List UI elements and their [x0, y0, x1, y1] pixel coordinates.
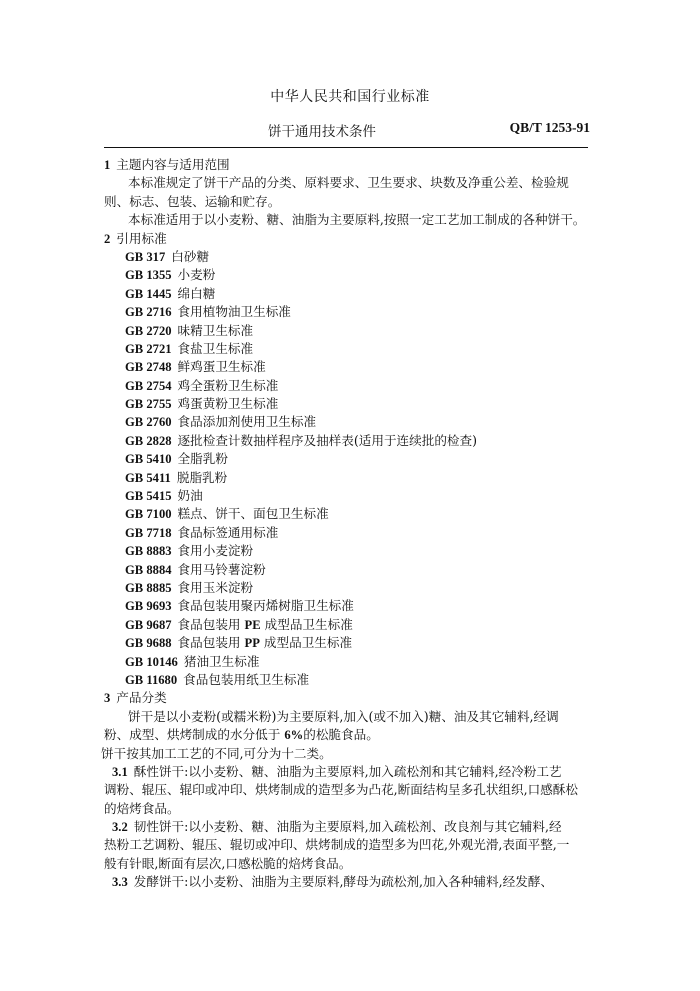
reference-code: GB 8883 — [125, 544, 172, 559]
reference-item — [104, 285, 592, 303]
reference-item — [104, 450, 592, 468]
standard-category-title: 中华人民共和国行业标准 — [270, 89, 430, 105]
reference-name: 食品包装用聚丙烯树脂卫生标准 — [177, 598, 354, 614]
reference-code: GB 5415 — [125, 489, 172, 504]
reference-code: GB 2754 — [125, 378, 172, 393]
reference-material: PE — [244, 617, 261, 632]
reference-name: 全脂乳粉 — [177, 451, 228, 467]
reference-code: GB 317 — [125, 249, 166, 264]
reference-name: 鸡蛋黄粉卫生标准 — [177, 396, 279, 412]
reference-item — [104, 524, 592, 542]
document-title: 饼干通用技术条件 — [268, 124, 376, 140]
reference-code: GB 2720 — [125, 323, 172, 338]
document-body — [101, 156, 592, 892]
reference-name: 成型品卫生标准 — [260, 616, 353, 632]
reference-code: GB 10146 — [125, 654, 178, 669]
reference-item — [104, 505, 592, 523]
reference-name: 鸡全蛋粉卫生标准 — [177, 377, 279, 393]
paragraph-line: 调粉、辊压、辊印或冲印、烘烤制成的造型多为凸花,断面结构呈多孔状组织,口感酥松 — [104, 782, 578, 798]
subsection-number: 3.1 — [112, 764, 128, 779]
reference-name: 食品添加剂使用卫生标准 — [177, 414, 317, 430]
reference-name: 脱脂乳粉 — [176, 469, 228, 485]
reference-name: 食用玉米淀粉 — [177, 579, 254, 595]
reference-item — [104, 377, 592, 395]
reference-name: 逐批检查计数抽样程序及抽样表(适用于连续批的检查) — [177, 432, 478, 448]
reference-name: 食用小麦淀粉 — [177, 543, 254, 559]
reference-item — [104, 561, 592, 579]
paragraph-line: 饼干是以小麦粉(或糯米粉)为主要原料,加入(或不加入)糖、油及其它辅料,经调 — [128, 708, 559, 724]
reference-code: GB 8884 — [125, 562, 172, 577]
reference-code: GB 1355 — [125, 268, 172, 283]
reference-name: 奶油 — [177, 488, 203, 504]
reference-name: 小麦粉 — [177, 267, 216, 283]
reference-item — [104, 266, 592, 284]
reference-code: GB 2755 — [125, 397, 172, 412]
section-title: 主题内容与适用范围 — [116, 157, 230, 172]
reference-name: 食品包装用纸卫生标准 — [183, 671, 310, 687]
reference-code: GB 2716 — [125, 305, 172, 320]
reference-item — [104, 653, 592, 671]
reference-name: 食用植物油卫生标准 — [177, 304, 291, 320]
subsection-number: 3.3 — [112, 875, 128, 890]
subsection-3-3 — [104, 873, 592, 891]
section-number: 3 — [104, 691, 111, 706]
paragraph-line: 饼干按其加工工艺的不同,可分为十二类。 — [101, 745, 332, 761]
paragraph-line: 本标准规定了饼干产品的分类、原料要求、卫生要求、块数及净重公差、检验规 — [128, 175, 569, 191]
subsection-3-2 — [104, 818, 592, 836]
reference-code: GB 5410 — [125, 452, 172, 467]
paragraph-text: 的松脆食品。 — [303, 727, 379, 743]
reference-item — [104, 248, 592, 266]
reference-code: GB 9687 — [125, 617, 172, 632]
reference-item — [104, 542, 592, 560]
reference-item — [104, 413, 592, 431]
paragraph-line — [104, 726, 592, 744]
paragraph-line: 本标准适用于以小麦粉、糖、油脂为主要原料,按照一定工艺加工制成的各种饼干。 — [128, 212, 586, 228]
reference-name: 味精卫生标准 — [177, 322, 254, 338]
reference-item — [104, 487, 592, 505]
reference-name: 食品包装用 — [177, 616, 245, 632]
header-divider — [104, 147, 588, 148]
reference-item — [104, 395, 592, 413]
reference-code: GB 8885 — [125, 580, 172, 595]
paragraph-line: 热粉工艺调粉、辊压、辊切或冲印、烘烤制成的造型多为凹花,外观光滑,表面平整,一 — [104, 837, 570, 853]
reference-material: PP — [244, 636, 260, 651]
reference-name: 成型品卫生标准 — [259, 635, 353, 651]
paragraph-line: 般有针眼,断面有层次,口感松脆的焙烤食品。 — [104, 855, 352, 871]
section-1-heading — [104, 156, 592, 174]
reference-item — [104, 597, 592, 615]
reference-item — [104, 469, 592, 487]
reference-code: GB 2760 — [125, 415, 172, 430]
reference-code: GB 2748 — [125, 360, 172, 375]
moisture-value: 6% — [284, 728, 304, 743]
reference-code: GB 2828 — [125, 433, 172, 448]
section-3-heading — [104, 689, 592, 707]
paragraph-text: 粉、成型、烘烤制成的水分低于 — [104, 727, 285, 743]
reference-code: GB 7100 — [125, 507, 172, 522]
reference-code: GB 9693 — [125, 599, 172, 614]
paragraph-line: 的焙烤食品。 — [104, 800, 180, 816]
reference-item — [104, 579, 592, 597]
reference-code: GB 2721 — [125, 341, 172, 356]
reference-name: 猪油卫生标准 — [183, 653, 260, 669]
reference-name: 绵白糖 — [177, 285, 216, 301]
section-number: 1 — [104, 158, 111, 172]
paragraph-line: 则、标志、包装、运输和贮存。 — [104, 193, 281, 209]
section-number: 2 — [104, 231, 111, 246]
section-title: 产品分类 — [116, 690, 167, 706]
reference-item — [104, 303, 592, 321]
reference-item — [104, 322, 592, 340]
reference-code: GB 7718 — [125, 525, 172, 540]
reference-item — [104, 432, 592, 450]
reference-name: 食品标签通用标准 — [177, 524, 279, 540]
reference-name: 糕点、饼干、面包卫生标准 — [177, 506, 329, 522]
reference-name: 食用马铃薯淀粉 — [177, 561, 266, 577]
reference-name: 鲜鸡蛋卫生标准 — [177, 359, 266, 375]
reference-code: GB 5411 — [125, 470, 171, 485]
reference-item — [104, 671, 592, 689]
paragraph-text: 韧性饼干:以小麦粉、糖、油脂为主要原料,加入疏松剂、改良剂与其它辅料,经 — [133, 819, 562, 835]
reference-item — [104, 358, 592, 376]
paragraph-text: 发酵饼干:以小麦粉、油脂为主要原料,酵母为疏松剂,加入各种辅料,经发酵、 — [133, 874, 554, 890]
reference-item — [104, 616, 592, 634]
section-title: 引用标准 — [116, 230, 167, 246]
standard-code: QB/T 1253-91 — [509, 120, 590, 135]
subsection-number: 3.2 — [112, 820, 128, 835]
reference-code: GB 9688 — [125, 636, 172, 651]
reference-item — [104, 340, 592, 358]
reference-name: 食盐卫生标准 — [177, 340, 254, 356]
paragraph-text: 酥性饼干:以小麦粉、糖、油脂为主要原料,加入疏松剂和其它辅料,经冷粉工艺 — [133, 763, 562, 779]
reference-name: 白砂糖 — [171, 248, 210, 264]
section-2-heading — [104, 230, 592, 248]
reference-code: GB 1445 — [125, 286, 172, 301]
reference-code: GB 11680 — [125, 672, 178, 687]
reference-item — [104, 634, 592, 652]
reference-name: 食品包装用 — [177, 635, 245, 651]
subsection-3-1 — [104, 763, 592, 781]
